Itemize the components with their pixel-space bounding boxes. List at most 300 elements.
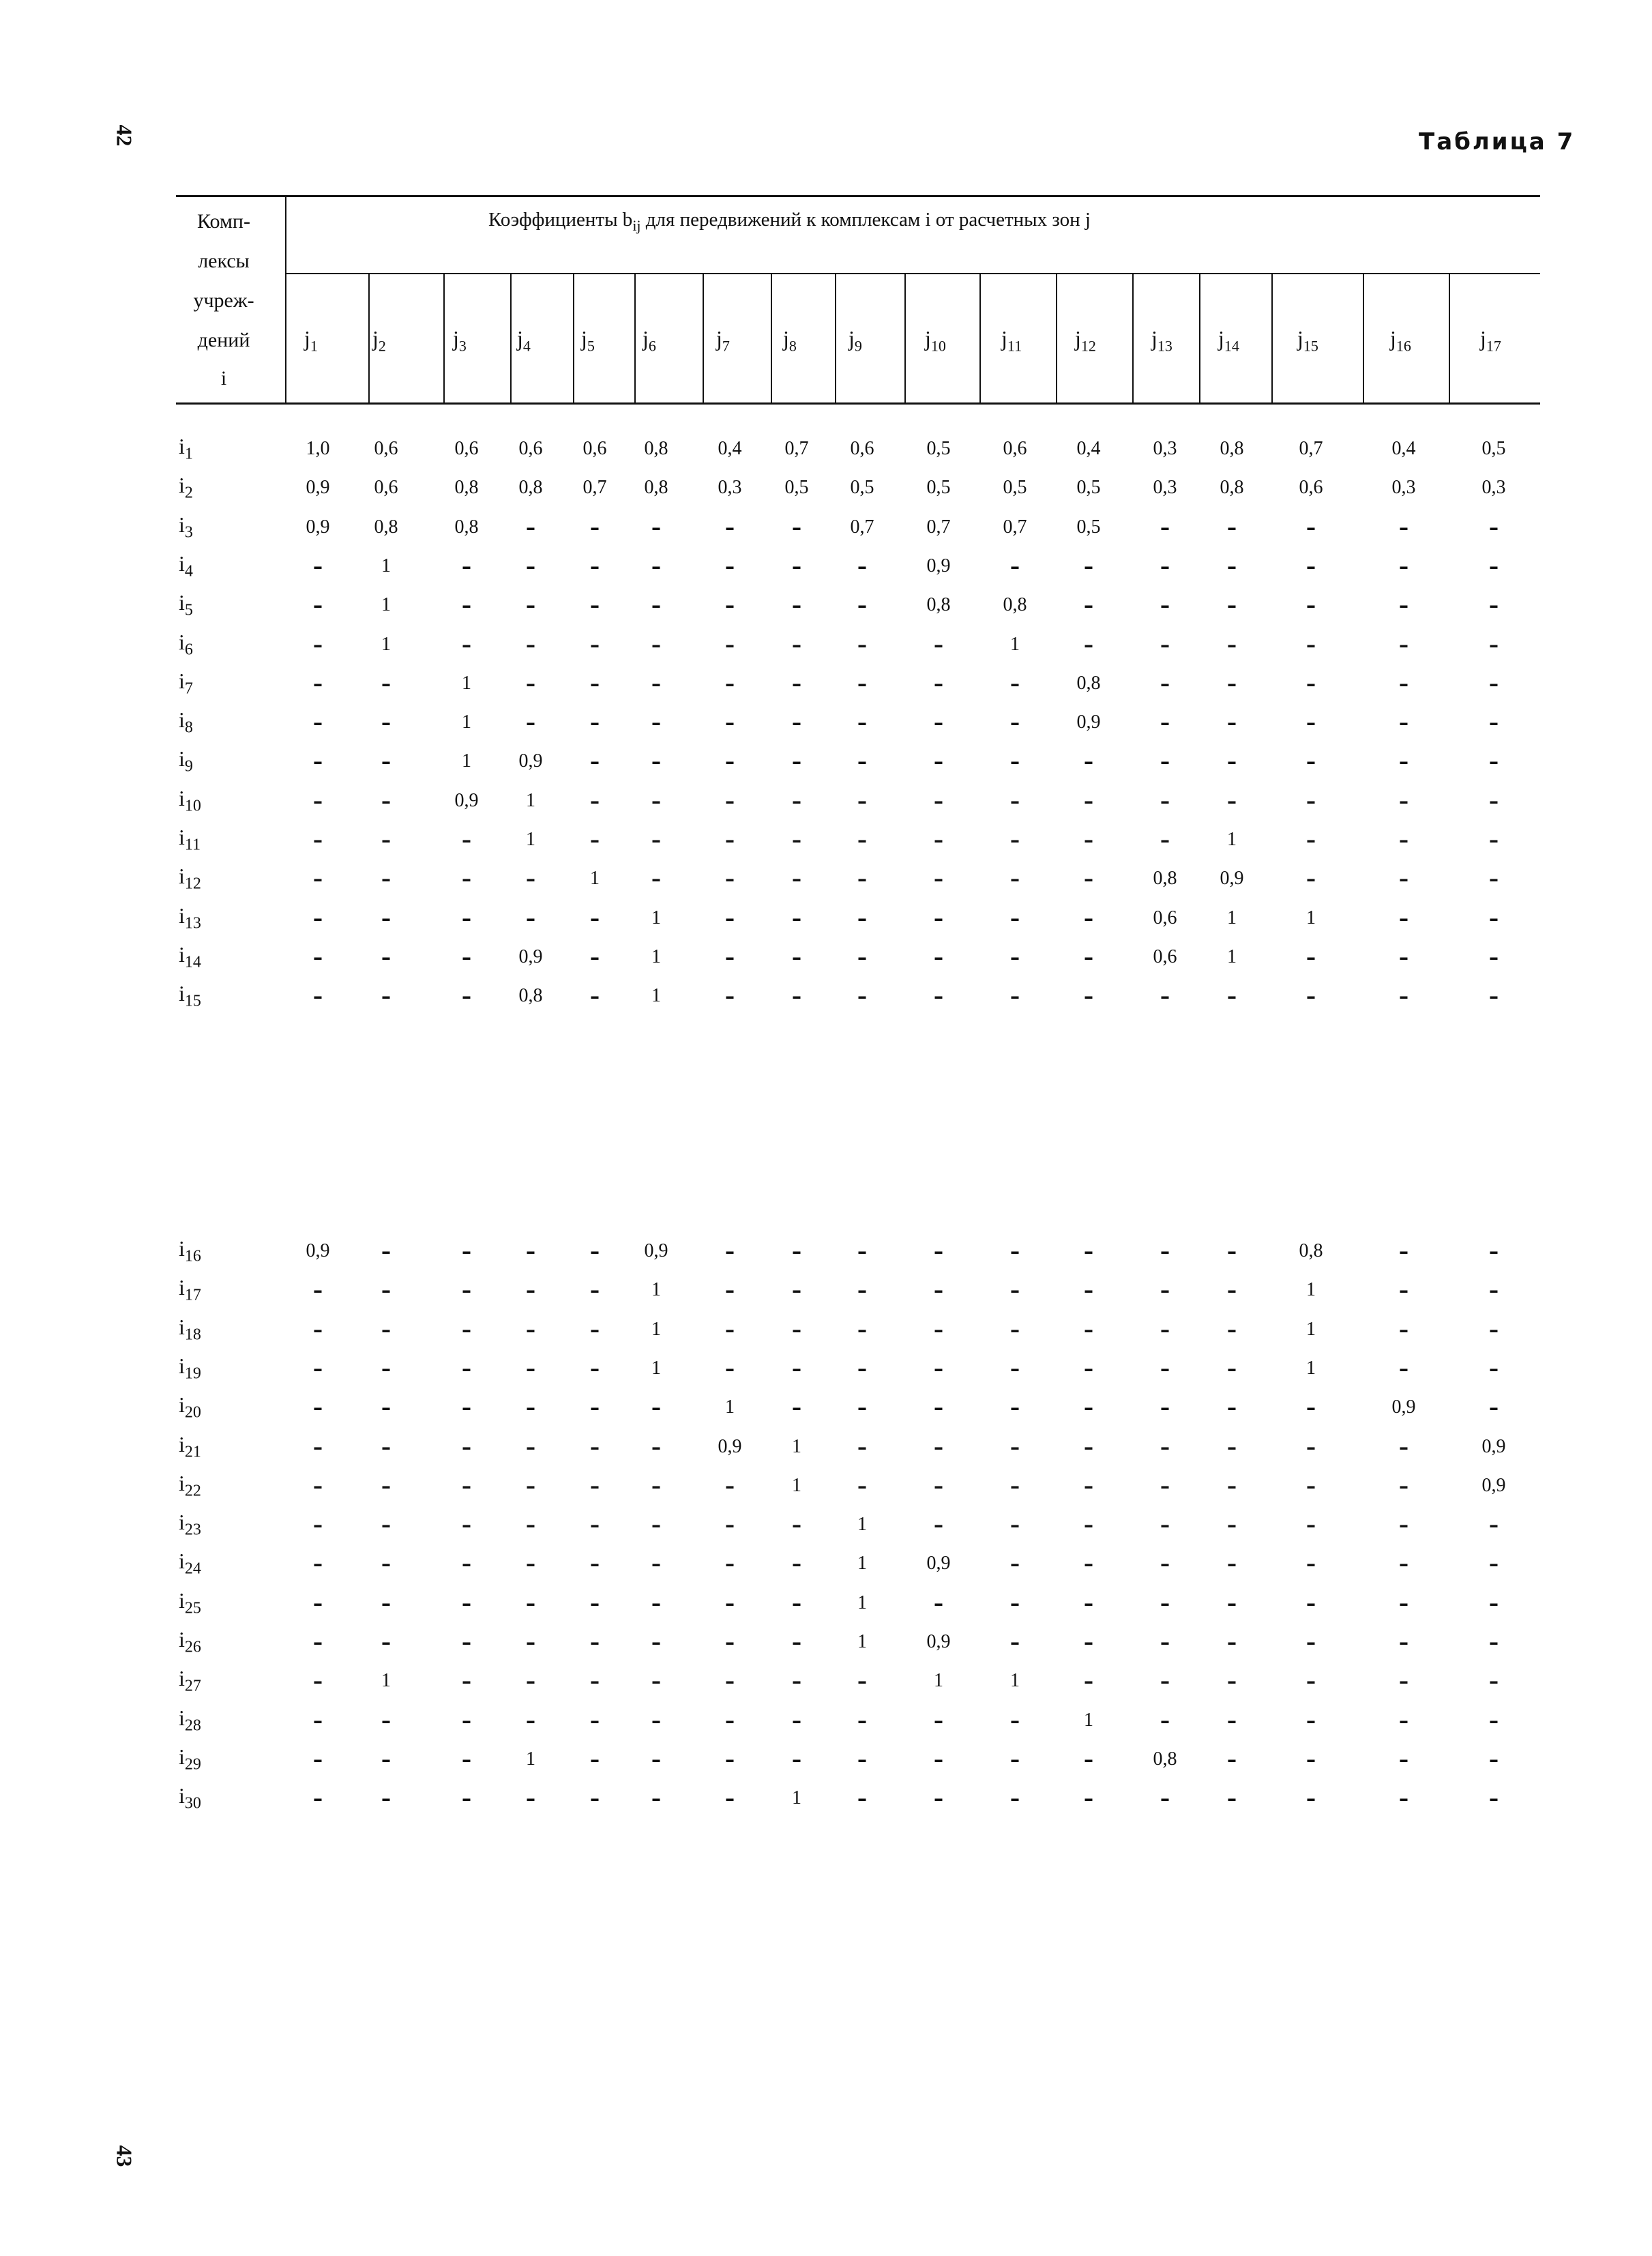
table-cell: – (725, 1709, 735, 1732)
table-cell: – (934, 1514, 943, 1537)
stub-line-4: дений (197, 329, 250, 351)
table-cell: – (381, 712, 391, 735)
table-cell: – (792, 750, 801, 774)
row-label (179, 473, 193, 502)
table-cell: 0,9 (926, 1631, 951, 1652)
table-cell: – (651, 1514, 661, 1537)
header-title-prefix: Коэффициенты b (488, 209, 633, 231)
table-cell: – (1399, 789, 1408, 812)
table-cell: – (792, 555, 801, 578)
column-header-index: 5 (587, 337, 595, 355)
table-cell: – (857, 1279, 867, 1302)
table-cell: – (792, 1240, 801, 1263)
table-cell: – (1399, 1748, 1408, 1771)
table-cell: – (1160, 1592, 1170, 1615)
row-label-letter: i (179, 981, 185, 1006)
table-cell: – (1489, 1631, 1499, 1654)
table-cell: – (1399, 1435, 1408, 1459)
table-cell: – (590, 1474, 600, 1497)
table-cell: – (1489, 750, 1499, 774)
table-cell: – (792, 1357, 801, 1380)
table-cell: – (934, 868, 943, 891)
table-cell: 0,9 (1481, 1435, 1506, 1457)
table-cell: 1 (651, 946, 661, 967)
table-cell: – (1399, 985, 1408, 1008)
column-header (1297, 326, 1318, 355)
table-cell: – (1399, 555, 1408, 578)
row-label-index: 5 (184, 601, 193, 619)
table-cell: 0,4 (1076, 438, 1101, 459)
column-divider (573, 274, 574, 402)
table-cell: – (1399, 946, 1408, 969)
table-cell: 1 (1306, 1318, 1316, 1340)
row-label-letter: i (179, 1510, 185, 1535)
table-cell: – (462, 633, 471, 656)
table-cell: – (1306, 633, 1316, 656)
column-header-index: 8 (788, 337, 797, 355)
table-cell: – (725, 1553, 735, 1576)
table-cell: – (381, 1514, 391, 1537)
table-cell: 1 (590, 868, 600, 890)
table-cell: 0,5 (784, 477, 809, 499)
row-label-letter: i (179, 1549, 185, 1574)
table-cell: – (934, 633, 943, 656)
table-cell: – (462, 1279, 471, 1302)
table-cell: – (725, 672, 735, 695)
table-cell: 0,9 (518, 750, 543, 772)
table-cell: – (590, 750, 600, 774)
table-cell: – (1306, 868, 1316, 891)
stub-line-5: i (220, 367, 227, 390)
table-cell: – (1489, 829, 1499, 851)
table-cell: – (857, 750, 867, 774)
row-label (179, 1471, 201, 1500)
table-cell: – (526, 712, 535, 735)
row-label-index: 6 (184, 640, 193, 658)
table-cell: – (1010, 1279, 1020, 1302)
row-label-index: 12 (184, 875, 201, 893)
column-header-index: 14 (1224, 337, 1239, 355)
table-cell: – (857, 1474, 867, 1497)
table-cell: – (792, 672, 801, 695)
table-cell: – (1227, 555, 1237, 578)
table-cell: – (792, 985, 801, 1008)
table-cell: – (857, 1435, 867, 1459)
table-cell: – (1227, 1670, 1237, 1693)
table-cell: – (590, 1748, 600, 1771)
table-cell: – (651, 672, 661, 695)
table-cell: 1 (381, 555, 391, 576)
table-cell: – (313, 633, 323, 656)
row-label-index: 30 (184, 1794, 201, 1813)
table-cell: – (1084, 868, 1093, 891)
table-cell: – (1160, 829, 1170, 851)
row-label (179, 942, 201, 971)
table-cell: 1 (651, 1279, 661, 1301)
row-label-letter: i (179, 1744, 185, 1769)
table-cell: 0,7 (1299, 438, 1323, 459)
table-cell: – (1084, 633, 1093, 656)
column-divider (1199, 274, 1200, 402)
table-cell: – (1010, 946, 1020, 969)
table-cell: – (725, 1748, 735, 1771)
table-cell: 0,8 (518, 985, 543, 1007)
table-cell: – (934, 1357, 943, 1380)
table-cell: – (1227, 633, 1237, 656)
table-cell: – (651, 1474, 661, 1497)
table-cell: – (1306, 1748, 1316, 1771)
table-cell: – (590, 1435, 600, 1459)
table-cell: – (1084, 1357, 1093, 1380)
row-label-letter: i (179, 1275, 185, 1300)
table-cell: 0,5 (926, 477, 951, 499)
table-cell: – (1306, 789, 1316, 812)
table-cell: – (590, 1396, 600, 1420)
table-cell: – (526, 555, 535, 578)
table-cell: – (1160, 1474, 1170, 1497)
table-cell: 0,8 (454, 516, 479, 538)
table-cell: – (1227, 1396, 1237, 1420)
table-cell: – (792, 712, 801, 735)
column-header-index: 15 (1303, 337, 1318, 355)
table-cell: – (1160, 633, 1170, 656)
table-cell: 1 (792, 1474, 801, 1496)
table-cell: – (1489, 1748, 1499, 1771)
table-cell: – (1010, 1787, 1020, 1811)
table-cell: – (651, 594, 661, 617)
row-label-index: 28 (184, 1716, 201, 1734)
column-header-letter: j (1218, 326, 1224, 351)
table-cell: – (313, 1357, 323, 1380)
column-divider (835, 274, 836, 402)
table-cell: – (313, 555, 323, 578)
row-label-index: 11 (184, 836, 201, 854)
row-label-index: 9 (184, 757, 193, 776)
table-cell: – (381, 946, 391, 969)
table-cell: – (313, 1553, 323, 1576)
table-cell: – (462, 1709, 471, 1732)
table-cell: – (381, 907, 391, 930)
column-header (453, 326, 467, 355)
column-header (1390, 326, 1411, 355)
table-cell: – (857, 633, 867, 656)
table-cell: – (590, 907, 600, 930)
table-cell: – (590, 1592, 600, 1615)
table-cell: 1 (462, 750, 471, 772)
row-label-letter: i (179, 1314, 185, 1339)
column-header-letter: j (849, 326, 855, 351)
table-cell: – (1489, 1357, 1499, 1380)
table-cell: 0,9 (1481, 1474, 1506, 1496)
table-cell: – (381, 1787, 391, 1811)
table-cell: 1,0 (306, 438, 330, 459)
table-cell: – (1399, 672, 1408, 695)
table-cell: 0,7 (850, 516, 874, 538)
stub-line-3: учреж- (193, 289, 254, 312)
table-cell: – (1399, 1631, 1408, 1654)
table-cell: – (1399, 750, 1408, 774)
table-cell: – (1010, 1709, 1020, 1732)
column-header (925, 326, 946, 355)
table-cell: – (1010, 829, 1020, 851)
row-label (179, 707, 193, 737)
table-cell: – (1306, 750, 1316, 774)
row-label (179, 1627, 201, 1656)
table-cell: 1 (792, 1435, 801, 1457)
table-cell: – (1010, 1318, 1020, 1341)
table-cell: – (857, 946, 867, 969)
row-label (179, 1315, 201, 1344)
table-cell: – (857, 985, 867, 1008)
table-cell: – (725, 1631, 735, 1654)
table-cell: – (526, 1279, 535, 1302)
row-label-letter: i (179, 1470, 185, 1495)
table-cell: 0,6 (850, 438, 874, 459)
table-cell: – (462, 1631, 471, 1654)
table-cell: – (462, 868, 471, 891)
table-cell: 0,6 (1153, 946, 1177, 967)
table-cell: – (1399, 1240, 1408, 1263)
table-cell: 0,6 (1299, 477, 1323, 499)
table-cell: 0,9 (718, 1435, 742, 1457)
table-cell: – (725, 1240, 735, 1263)
table-cell: 0,9 (518, 946, 543, 967)
table-cell: – (1084, 985, 1093, 1008)
table-cell: – (1084, 789, 1093, 812)
table-cell: – (1084, 1787, 1093, 1811)
table-cell: – (1084, 1435, 1093, 1459)
table-cell: – (1160, 1318, 1170, 1341)
table-cell: – (1399, 1553, 1408, 1576)
row-label-letter: i (179, 1392, 185, 1418)
table-cell: – (313, 1592, 323, 1615)
table-cell: – (1160, 594, 1170, 617)
column-header-index: 6 (648, 337, 656, 355)
table-cell: – (725, 1279, 735, 1302)
table-cell: – (1399, 1279, 1408, 1302)
row-label-letter: i (179, 551, 185, 576)
row-label (179, 1510, 201, 1539)
column-divider (1449, 274, 1450, 402)
table-cell: – (462, 985, 471, 1008)
table-cell: – (1399, 516, 1408, 539)
table-cell: 0,6 (374, 438, 398, 459)
table-cell: 0,9 (644, 1240, 668, 1261)
column-header (372, 326, 386, 355)
table-cell: – (651, 1709, 661, 1732)
table-cell: – (1160, 1435, 1170, 1459)
table-cell: – (1160, 1553, 1170, 1576)
table-cell: – (1306, 985, 1316, 1008)
table-cell: 0,9 (306, 477, 330, 499)
table-cell: – (462, 1357, 471, 1380)
table-cell: – (651, 750, 661, 774)
stub-divider (285, 196, 286, 402)
table-cell: – (725, 633, 735, 656)
table-cell: 1 (857, 1631, 867, 1652)
table-cell: – (792, 1709, 801, 1732)
table-cell: – (590, 946, 600, 969)
table-cell: – (857, 1396, 867, 1420)
table-cell: – (1306, 516, 1316, 539)
table-cell: – (725, 868, 735, 891)
table-cell: – (1160, 750, 1170, 774)
table-cell: – (651, 555, 661, 578)
table-cell: 0,4 (1391, 438, 1416, 459)
column-header-letter: j (1390, 326, 1396, 351)
column-header-letter: j (783, 326, 789, 351)
page-number-bottom: 43 (112, 2145, 137, 2167)
table-cell: 0,6 (454, 438, 479, 459)
table-cell: – (381, 750, 391, 774)
table-cell: – (934, 1240, 943, 1263)
table-cell: – (1084, 1631, 1093, 1654)
table-cell: – (1306, 712, 1316, 735)
table-cell: 1 (1227, 829, 1237, 850)
table-cell: – (792, 1318, 801, 1341)
row-label (179, 512, 193, 542)
table-cell: – (857, 555, 867, 578)
row-label (179, 746, 193, 776)
table-cell: – (934, 1787, 943, 1811)
table-cell: – (651, 829, 661, 851)
row-label-letter: i (179, 1431, 185, 1456)
table-cell: 1 (857, 1592, 867, 1613)
table-cell: – (792, 1670, 801, 1693)
table-cell: – (462, 1514, 471, 1537)
table-cell: – (1399, 868, 1408, 891)
table-cell: – (857, 1318, 867, 1341)
row-label-letter: i (179, 903, 185, 928)
table-cell: – (934, 712, 943, 735)
table-cell: – (1160, 672, 1170, 695)
table-cell: – (1306, 1396, 1316, 1420)
table-cell: – (313, 1474, 323, 1497)
table-cell: – (1306, 829, 1316, 851)
column-header (581, 326, 595, 355)
column-divider (979, 274, 981, 402)
table-cell: – (462, 594, 471, 617)
table-cell: – (934, 1435, 943, 1459)
row-label-letter: i (179, 590, 185, 615)
column-divider (368, 274, 370, 402)
table-cell: – (792, 1592, 801, 1615)
table-cell: 1 (1306, 907, 1316, 928)
table-cell: – (313, 712, 323, 735)
row-label-letter: i (179, 785, 185, 810)
table-cell: – (1010, 1514, 1020, 1537)
table-cell: – (313, 789, 323, 812)
table-cell: 0,9 (1391, 1396, 1416, 1418)
table-cell: – (590, 672, 600, 695)
table-cell: – (1306, 1592, 1316, 1615)
table-cell: – (1160, 1631, 1170, 1654)
table-cell: 1 (1227, 946, 1237, 967)
row-label-letter: i (179, 473, 185, 498)
table-cell: – (1160, 1396, 1170, 1420)
table-cell: – (590, 1709, 600, 1732)
table-cell: – (1227, 985, 1237, 1008)
table-cell: 0,4 (718, 438, 742, 459)
table-cell: – (725, 1592, 735, 1615)
table-cell: – (1010, 868, 1020, 891)
table-cell: 0,6 (374, 477, 398, 499)
row-label-letter: i (179, 1783, 185, 1808)
table-cell: 1 (857, 1553, 867, 1574)
row-label-index: 20 (184, 1403, 201, 1422)
row-label-index: 27 (184, 1677, 201, 1695)
row-label (179, 1353, 201, 1383)
table-cell: – (1227, 1357, 1237, 1380)
table-cell: – (526, 1396, 535, 1420)
table-cell: – (1399, 1670, 1408, 1693)
table-cell: – (1084, 946, 1093, 969)
table-cell: – (934, 1474, 943, 1497)
table-cell: 0,7 (784, 438, 809, 459)
table-cell: – (651, 633, 661, 656)
table-cell: – (1489, 1279, 1499, 1302)
table-cell: – (1160, 985, 1170, 1008)
table-cell: 0,5 (926, 438, 951, 459)
table-cell: – (526, 633, 535, 656)
table-cell: 0,9 (926, 1553, 951, 1574)
table-cell: 1 (381, 633, 391, 655)
table-cell: 0,5 (850, 477, 874, 499)
row-label (179, 1236, 201, 1265)
row-label-index: 19 (184, 1364, 201, 1383)
table-cell: – (1227, 1787, 1237, 1811)
column-header-letter: j (453, 326, 459, 351)
row-label (179, 551, 193, 581)
table-cell: 0,5 (1076, 516, 1101, 538)
row-label (179, 1549, 201, 1578)
column-header (783, 326, 797, 355)
table-cell: – (1489, 516, 1499, 539)
row-label-index: 13 (184, 913, 201, 932)
column-divider (771, 274, 772, 402)
table-cell: – (792, 868, 801, 891)
table-cell: – (1227, 516, 1237, 539)
table-cell: 0,6 (582, 438, 607, 459)
table-cell: – (934, 1748, 943, 1771)
table-cell: 1 (651, 985, 661, 1007)
table-cell: – (313, 1396, 323, 1420)
table-cell: 1 (1227, 907, 1237, 928)
table-cell: 0,3 (1391, 477, 1416, 499)
column-header-letter: j (304, 326, 310, 351)
header-bottom-rule (176, 402, 1540, 405)
column-divider (904, 274, 906, 402)
table-cell: – (313, 1748, 323, 1771)
column-header-letter: j (925, 326, 931, 351)
table-cell: – (651, 1553, 661, 1576)
column-header-index: 3 (458, 337, 467, 355)
column-header-index: 10 (930, 337, 946, 355)
header-title-suffix: для передвижений к комплексам i от расчетных зон j (640, 209, 1091, 231)
row-label-letter: i (179, 629, 185, 654)
column-divider (443, 274, 445, 402)
table-cell: – (857, 829, 867, 851)
table-cell: – (1010, 672, 1020, 695)
table-cell: 0,9 (306, 516, 330, 538)
table-cell: – (381, 1631, 391, 1654)
table-cell: – (526, 1318, 535, 1341)
table-cell: – (934, 750, 943, 774)
table-cell: – (462, 1240, 471, 1263)
row-label-index: 3 (184, 523, 193, 541)
column-header-letter: j (372, 326, 379, 351)
table-cell: – (1399, 594, 1408, 617)
